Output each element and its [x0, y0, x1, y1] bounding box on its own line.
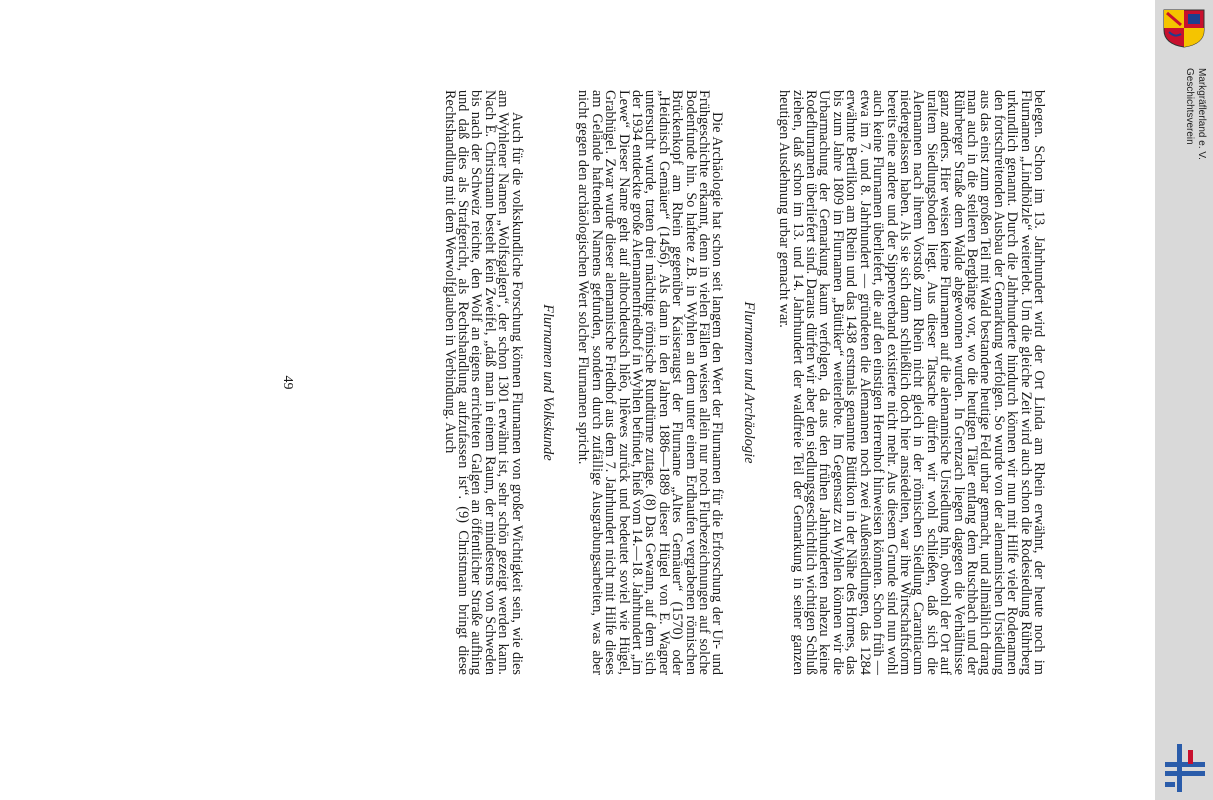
text-column: [442, 90, 1045, 675]
paragraph-archaeology: Die Archäologie hat schon seit langem den Wert der Flurnamen für die Erforschung der Ur- und Frühgeschichte erkannt, denn in vielen Fällen weisen allein nur noch Flurbezeichnungen auf solche Bodenfunde hin. So haftete z.B. in Wyhlen an dem unter einem Erdhaufen vergrabenen römischen Brückenkopf am Rhein gegenüber Kaiseraugst der Flurname „Altes Gemäuer“ (1570) oder „Heidnisch Gemäuer“ (1456). Als dann in den Jahren 1886—1889 dieser Hügel von E. Wagner untersucht wurde, traten drei mächtige römische Rundtürme zutage. (8) Das Gewann, auf dem sich der 1934 entdeckte große Alemannenfriedhof in Wyhlen befindet, hieß vom 14.—18. Jahrhundert „im Lewe“ Dieser Name geht auf althochdeutsch hlêo, hlêwes zurück und bedeutet soviel wie Hügel, Grabhügel. Zwar wurde dieser alemannische Friedhof aus dem 7. Jahrhundert nicht mit Hilfe dieses am Gelände haftenden Namens gefunden, sondern durch zufällige Ausgrabungsarbeiten, was aber nicht gegen den archäologischen Wert solcher Flurnamen spricht.: [575, 90, 726, 675]
section-heading-archaeology: Flurnamen und Archäologie: [740, 301, 757, 464]
university-library-logo-icon: [1163, 742, 1207, 794]
paragraph-intro: belegen. Schon im 13. Jahrhundert wird der Ort Linda am Rhein erwähnt, der heute noch im Flurnamen „Lindhölzle“ weiterlebt. Um die gleiche Zeit wird auch schon die Rodesiedlung Rührberg urkundlich genannt. Durch die Jahrhunderte hindurch können wir nun mit Hilfe vieler Rodenamen den fortschreitenden Ausbau der Gemarkung verfolgen. So wurde von der alemannischen Ursiedlung aus das einst zum großen Teil mit Wald bestandene heutige Feld urbar gemacht, und allmählich drang man auch in die steileren Berghänge vor, wo die heutigen Täler entlang dem Ruschbach und der Rührberger Straße dem Walde abgewonnen wurden. In Grenzach liegen dagegen die Verhältnisse ganz anders. Hier weisen keine Flurnamen auf die alemannische Ursiedlung hin, obwohl der Ort auf uraltem Siedlungsboden liegt. Aus dieser Tatsache dürfen wir wohl schließen, daß sich die Alemannen nach ihrem Vorstoß zum Rhein nicht gleich in der römischen Siedlung Carantiacum niedergelassen haben. Als sie sich dann schließlich doch hier ansiedelten, war ihre Wirtschaftsform bereits eine andere und der Sippenverband existierte nicht mehr. Aus diesem Grunde sind nun wohl auch keine Flurnamen überliefert, die auf den einstigen Herrenhof hinweisen könnten. Schon früh — etwa im 7. und 8. Jahrhundert — gründeten die Alemannen noch zwei Außensiedlungen, das 1284 erwähnte Bertlikon am Rhein und das 1438 erstmals genannte Büttikon in der Nähe des Hornes, das bis zum Jahre 1809 im Flurnamen „Büttiker“ weiterlebte. Im Gegensatz zu Wyhlen können wir die Urbarmachung der Gemarkung kaum verfolgen, da aus den frühen Jahrhunderten nahezu keine Rodeflurnamen überliefert sind. Daraus dürfen wir aber den siedlungsgeschichtlich wichtigen Schluß ziehen, daß schon im 13. und 14. Jahrhundert der waldfreie Teil der Gemarkung in seiner ganzen heutigen Ausdehnung urbar gemacht war.: [776, 90, 1047, 675]
org-name-line2: Markgräflerland e. V.: [1196, 68, 1207, 160]
paragraph-folklore: Auch für die volkskundliche Forschung können Flurnamen von großer Wichtigkeit sein, wie dies am Wyhlener Namen „Wolfsgalgen“, der schon 1301 erwähnt ist, sehr schön gezeigt werden kann. Nach E. Christmann besteht kein Zweifel, „daß man in einem Raum, der mindestens von Schweden bis nach der Schweiz reichte, den Wolf an eigens errichteten Galgen an öffentlicher Straße aufhing und daß dies als Strafgericht, als Rechtshandlung aufzufassen ist“. (9) Christmann bringt diese Rechtshandlung mit dem Werwolfglauben in Verbindung. Auch: [441, 90, 525, 675]
sidebar: [1155, 0, 1213, 800]
page-number: 49: [280, 375, 295, 390]
coat-of-arms-icon: [1161, 8, 1207, 48]
org-name-line1: Geschichtsverein: [1184, 68, 1195, 145]
section-heading-folklore: Flurnamen und Volkskunde: [540, 304, 556, 461]
